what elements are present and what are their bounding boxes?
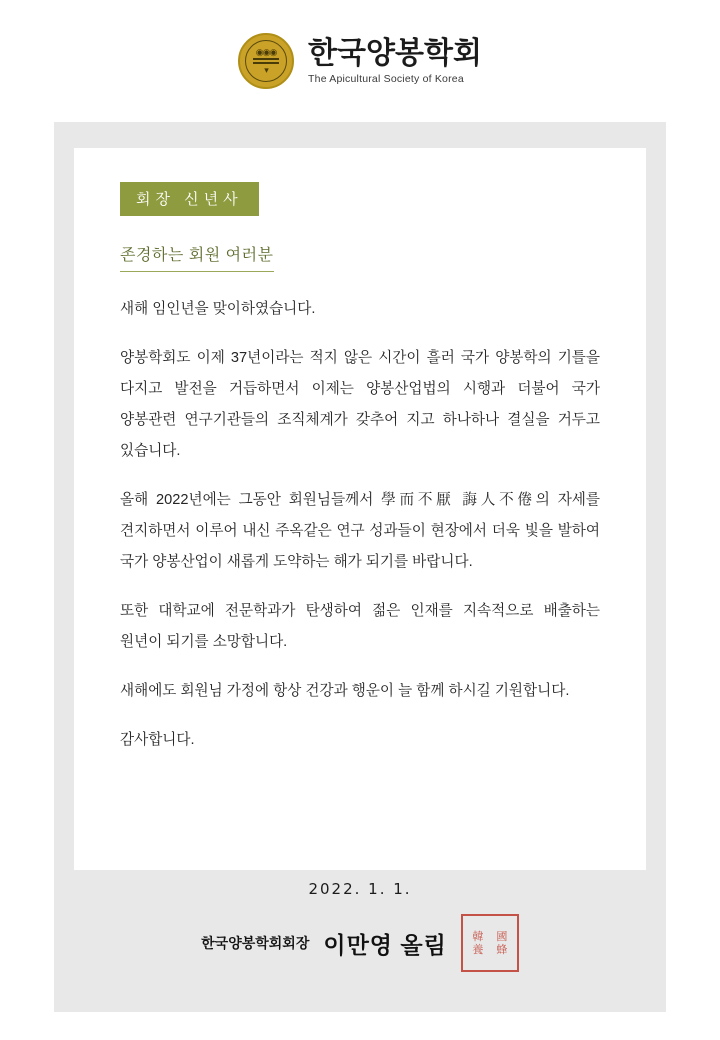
beehive-emblem-icon [238, 33, 294, 89]
paragraph-2: 양봉학회도 이제 37년이라는 적지 않은 시간이 흘러 국가 양봉학의 기틀을 다지고 발전을 거듭하면서 이제는 양봉산업법의 시행과 더불어 국가 양봉관련 연구기관들의 조직체계가 갖추어 지고 하나하나 결실을 거두고 있습니다. [120, 350, 600, 459]
section-title-tag: 회장 신년사 [120, 182, 259, 216]
document-header [0, 0, 720, 122]
paragraph-6: 감사합니다. [120, 732, 195, 748]
seal-char-4: 蜂 [496, 943, 508, 956]
letter-body [120, 294, 600, 756]
org-name-korean: 한국양봉학회 [308, 37, 482, 70]
emblem-bottom-glyph: ▾ [264, 65, 268, 75]
seal-char-3: 養 [472, 943, 484, 956]
emblem-inner-ring [245, 40, 287, 82]
seal-char-2: 國 [496, 930, 508, 943]
header-text-group [308, 37, 482, 85]
signature-block [74, 880, 646, 972]
org-name-english: The Apicultural Society of Korea [308, 73, 464, 85]
signature-organization: 한국양봉학회회장 [201, 935, 310, 951]
paragraph-1: 새해 임인년을 맞이하였습니다. [120, 301, 316, 317]
paragraph-3: 올해 2022년에는 그동안 회원님들께서 學而不厭 誨人不倦의 자세를 견지하면서 이루어 내신 주옥같은 연구 성과들이 현장에서 더욱 빛을 발하여 국가 양봉산업이 새롭게 도약하는 해가 되기를 바랍니다. [120, 492, 600, 570]
paragraph-4: 또한 대학교에 전문학과가 탄생하여 젊은 인재를 지속적으로 배출하는 원년이 되기를 소망합니다. [120, 603, 600, 650]
salutation-heading: 존경하는 회원 여러분 [120, 242, 274, 272]
emblem-top-glyph: ◉◉◉ [255, 47, 277, 57]
red-stamp-seal-icon [461, 914, 519, 972]
signature-date: 2022. 1. 1. [308, 880, 412, 898]
emblem-bar-1 [253, 58, 279, 60]
seal-char-1: 韓 [472, 930, 484, 943]
paragraph-5: 새해에도 회원님 가정에 항상 건강과 행운이 늘 함께 하시길 기원합니다. [120, 683, 570, 699]
signature-row [74, 914, 646, 972]
letter-card [74, 148, 646, 870]
emblem-bar-2 [253, 62, 279, 64]
header-logo-group [238, 33, 482, 89]
signature-name: 이만영 올림 [323, 931, 447, 958]
